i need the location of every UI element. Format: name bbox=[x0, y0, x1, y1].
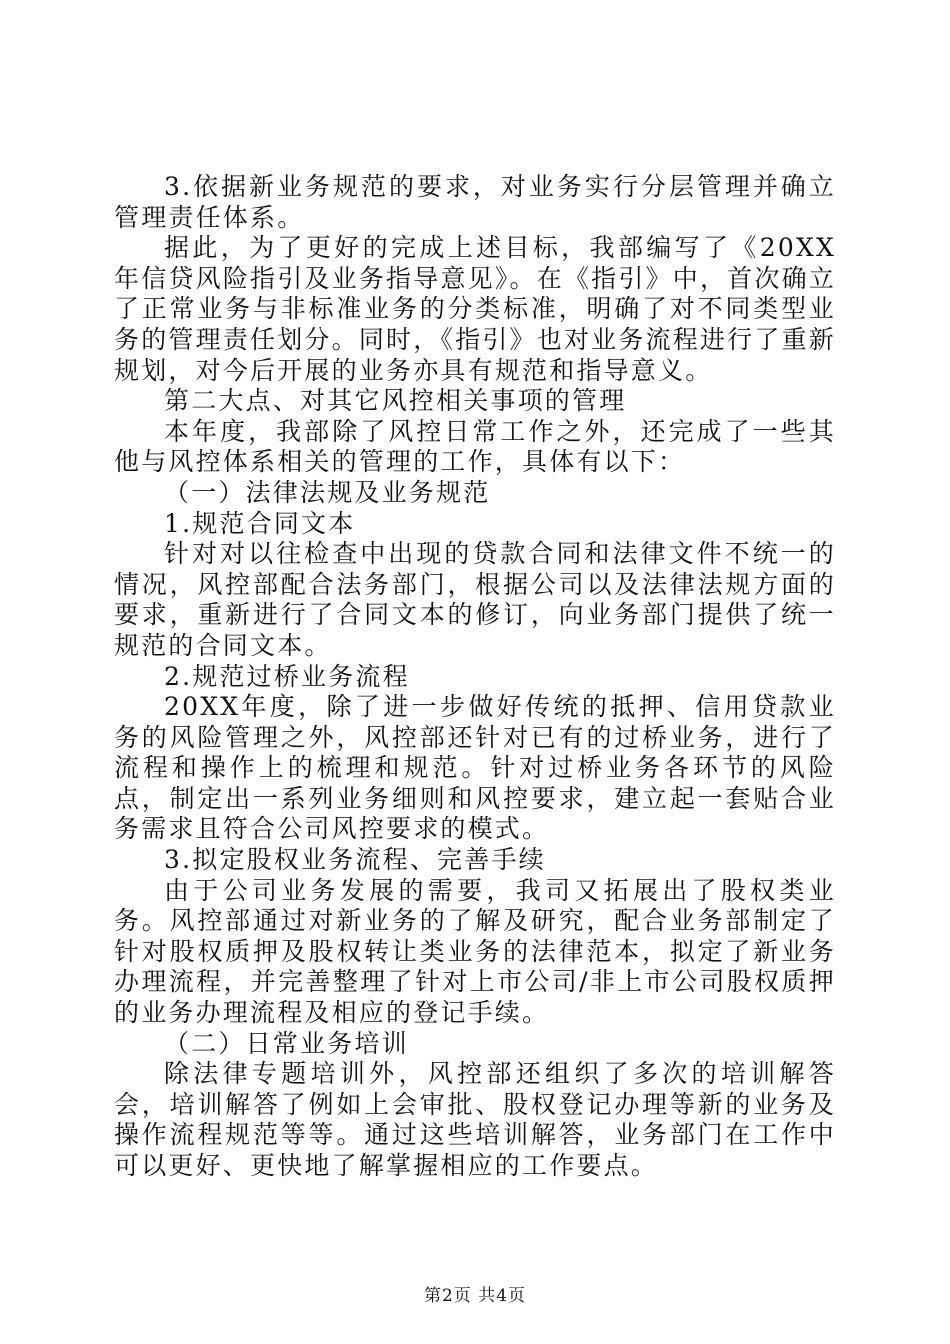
subheading-training: （二）日常业务培训 bbox=[164, 1028, 409, 1058]
paragraph-annual-work: 本年度，我部除了风控日常工作之外，还完成了一些其他与风控体系相关的管理的工作，具体有以下： bbox=[114, 416, 836, 477]
paragraph-point-3: 3.依据新业务规范的要求，对业务实行分层管理并确立管理责任体系。 bbox=[114, 172, 836, 232]
item-heading-bridge: 2.规范过桥业务流程 bbox=[164, 661, 410, 691]
document-body bbox=[114, 172, 836, 1182]
item-heading-contract: 1.规范合同文本 bbox=[164, 508, 356, 538]
subheading-legal: （一）法律法规及业务规范 bbox=[164, 477, 491, 507]
paragraph-training: 除法律专题培训外，风控部还组织了多次的培训解答会，培训解答了例如上会审批、股权登记办理等新的业务及操作流程规范等等。通过这些培训解答，业务部门在工作中可以更好、更快地了解掌握相应的工作要点。 bbox=[114, 1059, 836, 1180]
page-number-footer: 第2页 共4页 bbox=[423, 1286, 527, 1306]
section-heading-part-two: 第二大点、对其它风控相关事项的管理 bbox=[164, 386, 627, 416]
paragraph-equity: 由于公司业务发展的需要，我司又拓展出了股权类业务。风控部通过对新业务的了解及研究，配合业务部制定了针对股权质押及股权转让类业务的法律范本，拟定了新业务办理流程，并完善整理了针对上市公司/非上市公司股权质押的业务办理流程及相应的登记手续。 bbox=[114, 875, 836, 1028]
paragraph-bridge: 20XX年度，除了进一步做好传统的抵押、信用贷款业务的风险管理之外，风控部还针对已有的过桥业务，进行了流程和操作上的梳理和规范。针对过桥业务各环节的风险点，制定出一系列业务细则和风控要求，建立起一套贴合业务需求且符合公司风控要求的模式。 bbox=[114, 692, 836, 844]
paragraph-contract: 针对对以往检查中出现的贷款合同和法律文件不统一的情况，风控部配合法务部门，根据公司以及法律法规方面的要求，重新进行了合同文本的修订，向业务部门提供了统一规范的合同文本。 bbox=[114, 539, 836, 660]
item-heading-equity: 3.拟定股权业务流程、完善手续 bbox=[164, 845, 546, 875]
paragraph-guideline: 据此，为了更好的完成上述目标，我部编写了《20XX年信贷风险指引及业务指导意见》。在《指引》中，首次确立了正常业务与非标准业务的分类标准，明确了对不同类型业务的管理责任划分。同时，《指引》也对业务流程进行了重新规划，对今后开展的业务亦具有规范和指导意义。 bbox=[114, 233, 836, 385]
